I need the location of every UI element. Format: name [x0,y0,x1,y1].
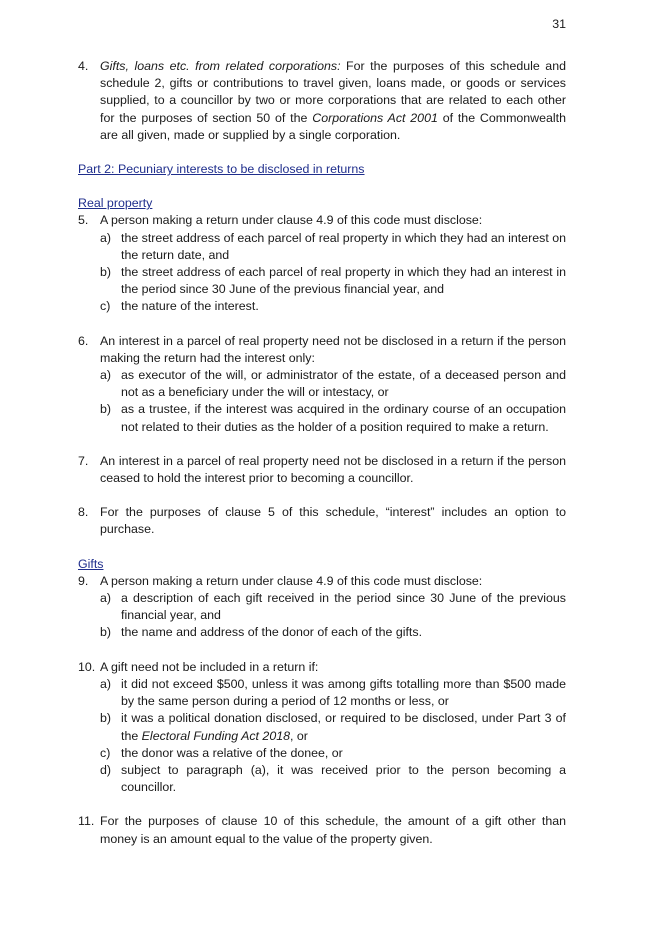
item-letter: c) [100,299,111,314]
clause-8 [78,504,566,538]
clause-5 [78,212,566,315]
list-item [100,230,566,264]
item-text: a description of each gift received in the period since 30 June of the previous financial year, and [121,591,566,623]
list-item [100,745,566,762]
item-letter: b) [100,402,112,417]
item-letter: c) [100,745,111,760]
clause-text: A gift need not be included in a return if: [100,659,319,674]
clause-6 [78,333,566,436]
item-text: the name and address of the donor of each of the gifts. [121,625,423,640]
item-text-part: , or [290,728,308,743]
clause-text [100,59,566,142]
clause-9 [78,573,566,642]
list-item [100,624,566,641]
clause-number: 6. [78,333,89,348]
list-item [100,676,566,710]
item-letter: a) [100,368,112,383]
clause-10 [78,659,566,797]
clause-number: 9. [78,573,89,588]
real-property-heading: Real property [78,196,153,211]
item-letter: a) [100,591,112,606]
clause-text: An interest in a parcel of real property need not be disclosed in a return if the person making the return had the interest only: [100,333,566,365]
list-item [100,401,566,435]
item-letter: d) [100,762,112,777]
clause-11 [78,813,566,847]
item-text: the donor was a relative of the donee, or [121,745,343,760]
clause-text: An interest in a parcel of real property need not be disclosed in a return if the person ceased to hold the interest prior to becoming a councillor. [100,453,566,486]
document-body [78,58,566,848]
clause-number: 7. [78,453,89,468]
item-text: as a trustee, if the interest was acquired in the ordinary course of an occupation not related to their duties as the holder of a position required to make a return. [121,402,566,434]
item-text: it did not exceed $500, unless it was among gifts totalling more than $500 made by the same person during a period of 12 months or less, or [121,676,566,709]
list-item [100,590,566,624]
clause-lead-italic: Gifts, loans etc. from related corporations: [100,59,341,73]
page-number: 31 [552,17,566,31]
item-text: subject to paragraph (a), it was received prior to the person becoming a councillor. [121,762,566,795]
clause-text: A person making a return under clause 4.9 of this code must disclose: [100,213,483,228]
item-letter: b) [100,625,112,640]
list-item [100,367,566,401]
clause-number: 11. [78,814,95,829]
list-item [100,762,566,796]
clause-text-part: of the Commonwealth are all given, made or supplied by a single corporation. [100,110,566,142]
clause-text: For the purposes of clause 5 of this schedule, “interest” includes an option to purchase. [100,505,566,537]
item-letter: b) [100,711,112,726]
part-2-heading: Part 2: Pecuniary interests to be disclosed in returns [78,162,365,177]
clause-4 [78,58,566,144]
clause-text: A person making a return under clause 4.9 of this code must disclose: [100,573,483,588]
list-item [100,264,566,298]
act-name: Corporations Act 2001 [312,110,438,125]
item-text: the street address of each parcel of real property in which they had an interest on the return date, and [121,230,566,262]
item-letter: a) [100,230,112,245]
clause-number: 5. [78,213,89,228]
list-item [100,710,566,744]
act-name: Electoral Funding Act 2018 [141,728,290,743]
clause-number: 4. [78,59,89,73]
item-text-part: it was a political donation disclosed, or required to be disclosed, under Part 3 of the [121,711,566,743]
item-text: the street address of each parcel of real property in which they had an interest in the period since 30 June of the previous financial year, and [121,265,566,297]
item-text: the nature of the interest. [121,299,259,314]
item-letter: a) [100,676,112,691]
item-text: as executor of the will, or administrator of the estate, of a deceased person and not as a beneficiary under the will or intestacy, or [121,368,566,400]
clause-text: For the purposes of clause 10 of this schedule, the amount of a gift other than money is an amount equal to the value of the property given. [100,814,566,846]
clause-number: 8. [78,505,89,520]
clause-7 [78,453,566,487]
item-text [121,711,566,742]
clause-text-part: For the purposes of this schedule and schedule 2, gifts or contributions to travel given, loans made, or goods or services supplied, to a councillor by two or more corporations that are related to each other for the purposes of section 50 of the [100,59,566,125]
list-item [100,298,566,315]
item-letter: b) [100,265,112,280]
clause-number: 10. [78,659,96,674]
gifts-heading: Gifts [78,556,104,571]
